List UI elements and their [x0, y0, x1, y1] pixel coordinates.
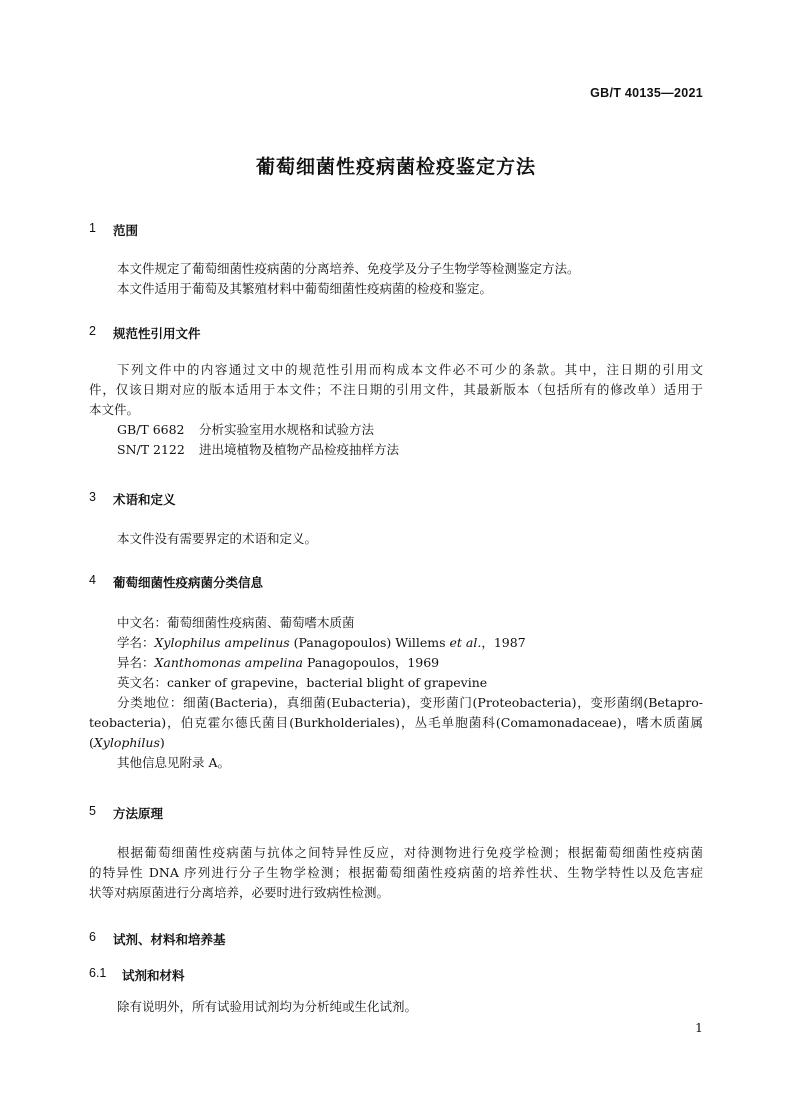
subsection-6-1-heading — [89, 966, 185, 984]
genus-name: Xylophilus — [93, 735, 160, 750]
section-title: 术语和定义 — [113, 492, 176, 507]
section-2-heading — [89, 324, 201, 342]
paragraph: 本文件规定了葡萄细菌性疫病菌的分离培养、免疫学及分子生物学等检测鉴定方法。 — [117, 261, 580, 276]
section-number: 3 — [89, 490, 96, 504]
year: ，1987 — [481, 635, 526, 650]
standard-code: GB/T 40135—2021 — [590, 86, 703, 100]
field-label: 英文名： — [117, 675, 168, 690]
section-4-body — [89, 613, 703, 773]
section-number: 5 — [89, 804, 96, 818]
section-title: 范围 — [113, 223, 139, 238]
paragraph-line: 状等对病原菌进行分离培养，必要时进行致病性检测。 — [89, 885, 390, 900]
paragraph-line: 根据葡萄细菌性疫病菌与抗体之间特异性反应，对待测物进行免疫学检测；根据葡萄细菌性疫病菌 — [117, 845, 703, 860]
section-title: 规范性引用文件 — [113, 326, 201, 341]
synonym — [89, 653, 703, 673]
section-number: 1 — [89, 221, 96, 235]
subsection-title: 试剂和材料 — [122, 968, 185, 983]
paragraph-line: 件，仅该日期对应的版本适用于本文件；不注日期的引用文件，其最新版本（包括所有的修改单）适用于 — [89, 382, 703, 397]
section-5-body — [89, 843, 703, 903]
paragraph: 其他信息见附录 A。 — [117, 755, 231, 770]
reference-title: 进出境植物及植物产品检疫抽样方法 — [199, 442, 400, 457]
paragraph-line: 本文件。 — [89, 402, 140, 417]
section-number: 6 — [89, 930, 96, 944]
reference-title: 分析实验室用水规格和试验方法 — [199, 422, 375, 437]
field-value: canker of grapevine，bacterial blight of grapevine — [167, 675, 488, 690]
english-name — [89, 673, 703, 693]
section-5-heading — [89, 804, 163, 822]
section-3-heading — [89, 490, 176, 508]
chinese-name — [89, 613, 703, 633]
section-title: 方法原理 — [113, 806, 164, 821]
section-3-body — [89, 529, 703, 549]
paragraph: 本文件没有需要界定的术语和定义。 — [117, 531, 318, 546]
section-title: 试剂、材料和培养基 — [113, 932, 226, 947]
author: Panagopoulos，1969 — [303, 655, 440, 670]
normative-reference — [89, 440, 703, 460]
taxonomy-line: teobacteria)，伯克霍尔德氏菌目(Burkholderiales)，丛毛单胞菌科(Comamonadaceae)，嗜木质菌属 — [89, 715, 703, 730]
reference-code: GB/T 6682 — [117, 422, 185, 437]
field-label: 中文名： — [117, 615, 168, 630]
section-number: 2 — [89, 324, 96, 338]
species-name: Xylophilus ampelinus — [154, 635, 290, 650]
section-1-heading — [89, 221, 138, 239]
document-title: 葡萄细菌性疫病菌检疫鉴定方法 — [255, 156, 536, 178]
et-al: et al. — [449, 635, 482, 650]
section-number: 4 — [89, 573, 96, 587]
section-2-body — [89, 360, 703, 460]
paragraph-line: 的特异性 DNA 序列进行分子生物学检测；根据葡萄细菌性疫病菌的培养性状、生物学特性以及危害症 — [89, 865, 703, 880]
taxonomy-line — [89, 733, 703, 753]
section-1-body — [89, 259, 703, 299]
paren: ( — [89, 735, 94, 750]
page-number: 1 — [695, 1020, 703, 1035]
scientific-name — [89, 633, 703, 653]
species-name: Xanthomonas ampelina — [154, 655, 303, 670]
author: (Panagopoulos) Willems — [289, 635, 450, 650]
section-4-heading — [89, 573, 263, 591]
field-label: 异名： — [117, 655, 155, 670]
field-label: 学名： — [117, 635, 155, 650]
paragraph: 除有说明外，所有试验用试剂均为分析纯或生化试剂。 — [117, 999, 418, 1014]
subsection-6-1-body — [89, 997, 703, 1017]
field-value: 葡萄细菌性疫病菌、葡萄嗜木质菌 — [167, 615, 355, 630]
taxonomy-line: 分类地位：细菌(Bacteria)，真细菌(Eubacteria)，变形菌门(Proteobacteria)，变形菌纲(Betapro- — [117, 695, 703, 710]
subsection-number: 6.1 — [89, 966, 107, 980]
section-6-heading — [89, 930, 226, 948]
paren: ) — [159, 735, 165, 750]
paragraph-line: 下列文件中的内容通过文中的规范性引用而构成本文件必不可少的条款。其中，注日期的引用文 — [117, 362, 703, 377]
reference-code: SN/T 2122 — [117, 442, 185, 457]
paragraph: 本文件适用于葡萄及其繁殖材料中葡萄细菌性疫病菌的检疫和鉴定。 — [117, 281, 493, 296]
normative-reference — [89, 420, 703, 440]
section-title: 葡萄细菌性疫病菌分类信息 — [113, 575, 264, 590]
